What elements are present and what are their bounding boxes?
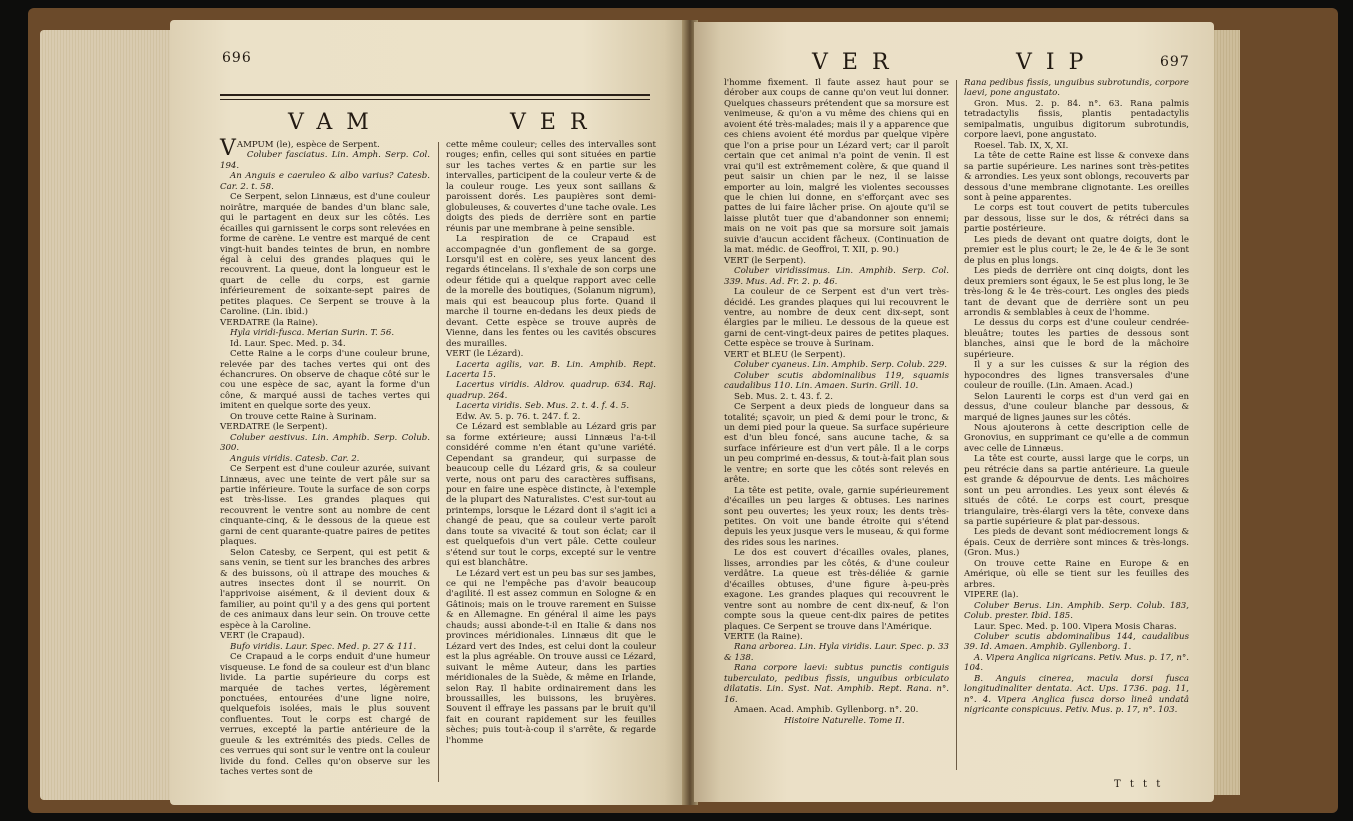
right-running-title-right: VIP (1016, 50, 1098, 75)
left-page-edges (40, 30, 175, 800)
column-divider (956, 80, 957, 770)
paragraph: l'homme fixement. Il faute assez haut pour se dérober aux coups de canne qu'on veut lui donner. Quelques chasseurs prétendent que sa morsure est venimeuse, & qu'on a vu même des chiens qui en avoient été très-malades; mais il y a apparence que ces chiens avoient été mordus par quelque vipère que l'on a prise pour un Lézard vert; car il paroît certain que cet animal n'a point de venin. Il est vrai qu'il est extrêmement colère, & que quand il peut saisir un chien par le nez, il se laisse emporter au loin, malgré les violentes secousses que le chien lui donne, en s'efforçant avec ses pattes de lui faire lâcher prise. On ajoute qu'il se laisse plutôt tuer que d'abandonner son ennemi; mais on ne voit pas que sa morsure soit jamais suivie d'aucun accident fâcheux. (Continuation de la mat. médic. de Geoffroi, T. XII, p. 90.) (724, 78, 949, 256)
paragraph: Ce Crapaud a le corps enduit d'une humeur visqueuse. Le fond de sa couleur est d'un blanc livide. La partie supérieure du corps est marquée de taches vertes, légèrement ponctuées, entourées d'une ligne noire, quelquefois isolées, mais le plus souvent confluentes. Tout le corps est chargé de verrues, excepté la partie antérieure de la gueule & les extrémités des pieds. Celles de ces verrues qui sont sur le ventre ont la couleur livide du fond. Celles qu'on observe sur les taches vertes sont de (220, 652, 430, 778)
paragraph: Coluber aestivus. Lin. Amphib. Serp. Colub. 300. (220, 432, 430, 454)
paragraph: Coluber scutis abdominalibus 144, caudalibus 39. Id. Amaen. Amphib. Gyllenborg. 1. (964, 632, 1189, 653)
paragraph: Les pieds de devant ont quatre doigts, dont le premier est le plus court; le 2e, le 4e & le 3e sont de plus en plus longs. (964, 234, 1189, 266)
right-page-number: 697 (1160, 54, 1190, 70)
paragraph: Les pieds de devant sont médiocrement longs & épais. Ceux de derrière sont minces & très-longs. (Gron. Mus.) (964, 527, 1189, 559)
paragraph: Coluber viridissimus. Lin. Amphib. Serp. Col. 339. Mus. Ad. Fr. 2. p. 46. (724, 266, 949, 287)
paragraph: Le Lézard vert est un peu bas sur ses jambes, ce qui ne l'empêche pas d'avoir beaucoup d'agilité. Il est assez commun en Sologne & en Gâtinois; mais on le trouve rarement en Suisse & en Allemagne. En général il aime les pays chauds; aussi abonde-t-il en Italie & dans nos provinces méridionales. Linnæus dit que le Lézard vert des Indes, est celui dont la couleur est la plus agréable. On trouve aussi ce Lézard, suivant le même Auteur, dans les parties méridionales de la Suède, & même en Irlande, selon Ray. Il habite ordinairement dans les broussailles, les buissons, les bruyères. Souvent il effraye les passans par le bruit qu'il fait en courant rapidement sur les feuilles sèches; puis tout-à-coup il s'arrête, & regarde l'homme (446, 568, 656, 746)
right-column-2 (964, 78, 1189, 778)
left-running-title-left: VAM (288, 110, 383, 135)
paragraph: Ce Serpent est d'une couleur azurée, suivant Linnæus, avec une teinte de vert pâle sur sa partie inférieure. Toute la surface de son corps est très-lisse. Les grandes plaques qui recouvrent le ventre sont au nombre de cent cinquante-cinq, & le dessous de la queue est garni de cent quarante-quatre paires de petites plaques. (220, 464, 430, 548)
paragraph: Roesel. Tab. IX, X, XI. (974, 140, 1069, 151)
left-page-number: 696 (222, 50, 252, 66)
column-divider (438, 142, 439, 782)
entry-heading: VERDATRE (le Serpent). (220, 422, 328, 433)
paragraph: Lacerta agilis, var. B. Lin. Amphib. Rept. Lacerta 15. (446, 359, 656, 380)
paragraph: La couleur de ce Serpent est d'un vert très-décidé. Les grandes plaques qui lui recouvrent le ventre, au nombre de deux cent dix-sept, sont élargies par le milieu. Le dessous de la queue est garni de cent-vingt-deux paires de petites plaques. Cette espèce se trouve à Surinam. (724, 287, 949, 350)
paragraph: Ce Lézard est semblable au Lézard gris par sa forme extérieure; aussi Linnæus l'a-t-il considéré comme n'en étant qu'une variété. Cependant sa grandeur, qui surpasse de beaucoup celle du Lézard gris, & sa couleur verte, nous ont paru des caractères suffisans, pour en faire une espèce distincte, à l'exemple de la plupart des Naturalistes. C'est sur-tout au printemps, lorsque le Lézard dont il s'agit ici a changé de peau, que sa couleur verte paroît dans toute sa vivacité & tout son éclat; car il est quelquefois d'un vert pâle. Cette couleur s'étend sur tout le corps, excepté sur le ventre qui est blanchâtre. (446, 422, 656, 569)
paragraph: Ce Serpent a deux pieds de longueur dans sa totalité; sçavoir, un pied & demi pour le tronc, & un demi pied pour la queue. Sa surface supérieure est d'un bleu foncé, sans aucune tache, & sa surface inférieure est d'un vert pâle. Il a le corps un peu comprimé en-dessus, & tout-à-fait plan sous le ventre; en sorte que les côtés sont relevés en arête. (724, 402, 949, 486)
paragraph: Nous ajouterons à cette description celle de Gronovius, en supprimant ce qu'elle a de commun avec celle de Linnæus. (964, 422, 1189, 454)
entry-heading: VERT et BLEU (le Serpent). (724, 349, 846, 360)
entry-heading: VERT (le Crapaud). (220, 631, 305, 642)
paragraph: On trouve cette Raine en Europe & en Amérique, où elle se tient sur les feuilles des arbres. (964, 558, 1189, 590)
paragraph: Le dessus du corps est d'une couleur cendrée-bleuâtre; toutes les parties de dessous sont blanches, ainsi que le bord de la mâchoire supérieure. (964, 318, 1189, 360)
paragraph: An Anguis e caeruleo & albo varius? Catesb. Car. 2. t. 58. (220, 171, 430, 192)
paragraph: Rana corpore laevi: subtus punctis contiguis tuberculato, pedibus fissis, unguibus orbiculato dilatatis. Lin. Syst. Nat. Amphib. Rept. Rana. n°. 16. (724, 663, 949, 705)
entry-heading: VERDATRE (la Raine). (220, 317, 318, 328)
paragraph: La respiration de ce Crapaud est accompagnée d'un gonflement de sa gorge. Lorsqu'il est en colère, ses yeux lancent des regards étincelans. Il s'exhale de son corps une odeur fétide qui a quelque rapport avec celle de la morelle des boutiques, (Solanum nigrum), mais qui est beaucoup plus forte. Quand il marche il tourne en-dedans les deux pieds de devant. Cette espèce se trouve auprès de Vienne, dans les fentes ou les cavités obscures des murailles. (446, 234, 656, 349)
left-column-2 (446, 140, 656, 795)
paragraph: Anguis viridis. Catesb. Car. 2. (230, 453, 360, 464)
paragraph: Lacertus viridis. Aldrov. quadrup. 634. Raj. quadrup. 264. (446, 380, 656, 401)
paragraph: Coluber scutis abdominalibus 119, squamis caudalibus 110. Lin. Amaen. Surin. Grill. 10. (724, 370, 949, 392)
entry-heading: VERT (le Serpent). (724, 255, 806, 266)
paragraph: Bufo viridis. Laur. Spec. Med. p. 27 & 111. (230, 641, 417, 652)
paragraph: Laur. Spec. Med. p. 100. Vipera Mosis Charas. (974, 621, 1177, 632)
paragraph: Le corps est tout couvert de petits tubercules par dessous, lisse sur le dos, & rétréci dans sa partie postérieure. (964, 203, 1189, 235)
paragraph: cette même couleur; celles des intervalles sont rouges; enfin, celles qui sont situées en partie sur les taches vertes & en partie sur les intervalles, participent de la couleur verte & de la couleur rouge. Les yeux sont saillans & paroissent dorés. Les paupières sont demi-globuleuses, & couvertes d'une tache ovale. Les doigts des pieds de derrière sont en partie réunis par une membrane à peine sensible. (446, 140, 656, 234)
paragraph: Coluber Berus. Lin. Amphib. Serp. Colub. 183, Colub. prester. Ibid. 185. (964, 600, 1189, 622)
paragraph: Selon Catesby, ce Serpent, qui est petit & sans venin, se tient sur les branches des arbres & des buissons, où il attrape des mouches & autres insectes dont il se nourrit. On l'apprivoise aisément, & il devient doux & familier, au point qu'il y a des gens qui portent de ces animaux dans leur sein. On trouve cette espèce à la Caroline. (220, 547, 430, 631)
paragraph: Coluber fasciatus. Lin. Amph. Serp. Col. 194. (220, 150, 430, 171)
left-running-title-right: VER (510, 110, 601, 135)
entry-heading: VERTE (la Raine). (724, 632, 803, 643)
paragraph: Rana pedibus fissis, unguibus subrotundis, corpore laevi, pone angustato. (964, 78, 1189, 99)
right-running-title-left: VER (812, 50, 903, 75)
paragraph: VAMPUM (le), espèce de Serpent. (220, 136, 380, 161)
paragraph: Lacerta viridis. Seb. Mus. 2. t. 4. f. 4. 5. (456, 401, 630, 412)
paragraph: La tête est petite, ovale, garnie supérieurement d'écailles un peu larges & obtuses. Les narines sont peu ouvertes; les yeux roux; les dents très-petites. On voit une bande étroite qui s'étend depuis les yeux jusque vers le museau, & qui forme des rides sous les narines. (724, 485, 949, 548)
paragraph: Coluber cyaneus. Lin. Amphib. Serp. Colub. 229. (734, 360, 948, 371)
paragraph: B. Anguis cinerea, macula dorsi fusca longitudinaliter dentata. Act. Ups. 1736. pag. 11, n°. 4. Vipera Anglica fusca dorso lineâ undatâ nigricante conspicuus. Petiv. Mus. p. 17, n°. 103. (964, 673, 1189, 716)
right-page (694, 22, 1214, 802)
paragraph: Selon Laurenti le corps est d'un verd gai en dessus, d'une couleur blanche par dessous, & marqué de lignes jaunes sur les côtés. (964, 391, 1189, 423)
entry-heading: VIPERE (la). (964, 590, 1019, 601)
paragraph: La tête de cette Raine est lisse & convexe dans sa partie supérieure. Les narines sont très-petites & arrondies. Les yeux sont oblongs, recouverts par dessous d'une membrane clignotante. Les oreilles sont à peine apparentes. (964, 151, 1189, 203)
paragraph: Il y a sur les cuisses & sur la région des hypocondres des lignes transversales d'une couleur de rouille. (Lin. Amaen. Acad.) (964, 360, 1189, 392)
paragraph: Rana arborea. Lin. Hyla viridis. Laur. Spec. p. 33 & 138. (724, 642, 949, 663)
paragraph: Amaen. Acad. Amphib. Gyllenborg. n°. 20. (734, 705, 919, 716)
footer-title: Histoire Naturelle. Tome II. (784, 715, 905, 726)
drop-cap: V (220, 136, 236, 161)
paragraph: Id. Laur. Spec. Med. p. 34. (230, 338, 346, 349)
paragraph: A. Vipera Anglica nigricans. Petiv. Mus. p. 17, n°. 104. (964, 652, 1189, 674)
left-page (170, 20, 685, 805)
paragraph: Cette Raine a le corps d'une couleur brune, relevée par des taches vertes qui ont des échancrures. On observe de chaque côté sur le cou une espèce de sac, ayant la forme d'un cône, & marqué aussi de taches vertes qui imitent en quelque sorte des yeux. (220, 349, 430, 412)
paragraph: Hyla viridi-fusca. Merian Surin. T. 56. (230, 328, 395, 339)
paragraph: Edw. Av. 5. p. 76. t. 247. f. 2. (456, 411, 581, 422)
paragraph: Ce Serpent, selon Linnæus, est d'une couleur noirâtre, marquée de bandes d'un blanc sale, qui le partagent en deux sur les côtés. Les écailles qui garnissent le corps sont relevées en forme de carène. Le ventre est marqué de cent vingt-huit bandes teintes de brun, en nombre égal à celui des grandes plaques qui le recouvrent. La queue, dont la longueur est le quart de celle du corps, est garnie inférieurement de soixante-sept paires de petites plaques. Ce Serpent se trouve à la Caroline. (Lin. ibid.) (220, 192, 430, 318)
right-column-1 (724, 78, 949, 778)
signature-mark: T t t t (1114, 779, 1164, 790)
paragraph: La tête est courte, aussi large que le corps, un peu rétrécie dans sa partie antérieure. La gueule est grande & dépourvue de dents. Les mâchoires sont un peu arrondies. Les yeux sont élevés & situés de côté. Le corps est court, presque triangulaire, très-élargi vers la tête, convexe dans sa partie supérieure & plat par-dessous. (964, 454, 1189, 528)
paragraph: Seb. Mus. 2. t. 43. f. 2. (734, 391, 833, 402)
left-column-1 (220, 136, 430, 795)
paragraph: On trouve cette Raine à Surinam. (230, 411, 377, 422)
left-header-rule (220, 94, 650, 100)
right-page-edges (1212, 30, 1240, 795)
entry-heading: VERT (le Lézard). (446, 349, 524, 360)
paragraph: Les pieds de derrière ont cinq doigts, dont les deux premiers sont égaux, le 5e est plus long, le 3e très-long & le 4e très-court. Les ongles des pieds tant de devant que de derrière sont un peu arrondis & semblables à ceux de l'homme. (964, 266, 1189, 318)
paragraph: Le dos est couvert d'écailles ovales, planes, lisses, arrondies par les côtés, & d'une couleur verdâtre. La queue est très-déliée & garnie d'écailles obtuses, d'une figure à-peu-près exagone. Les grandes plaques qui recouvrent le ventre sont au nombre de cent dix-neuf, & l'on compte sous la queue cent-dix paires de petites plaques. Ce Serpent se trouve dans l'Amérique. (724, 548, 949, 632)
paragraph: Gron. Mus. 2. p. 84. n°. 63. Rana palmis tetradactylis fissis, plantis pentadactylis semipalmatis, unguibus digitorum subrotundis, corpore laevi, pone angustato. (964, 98, 1189, 141)
